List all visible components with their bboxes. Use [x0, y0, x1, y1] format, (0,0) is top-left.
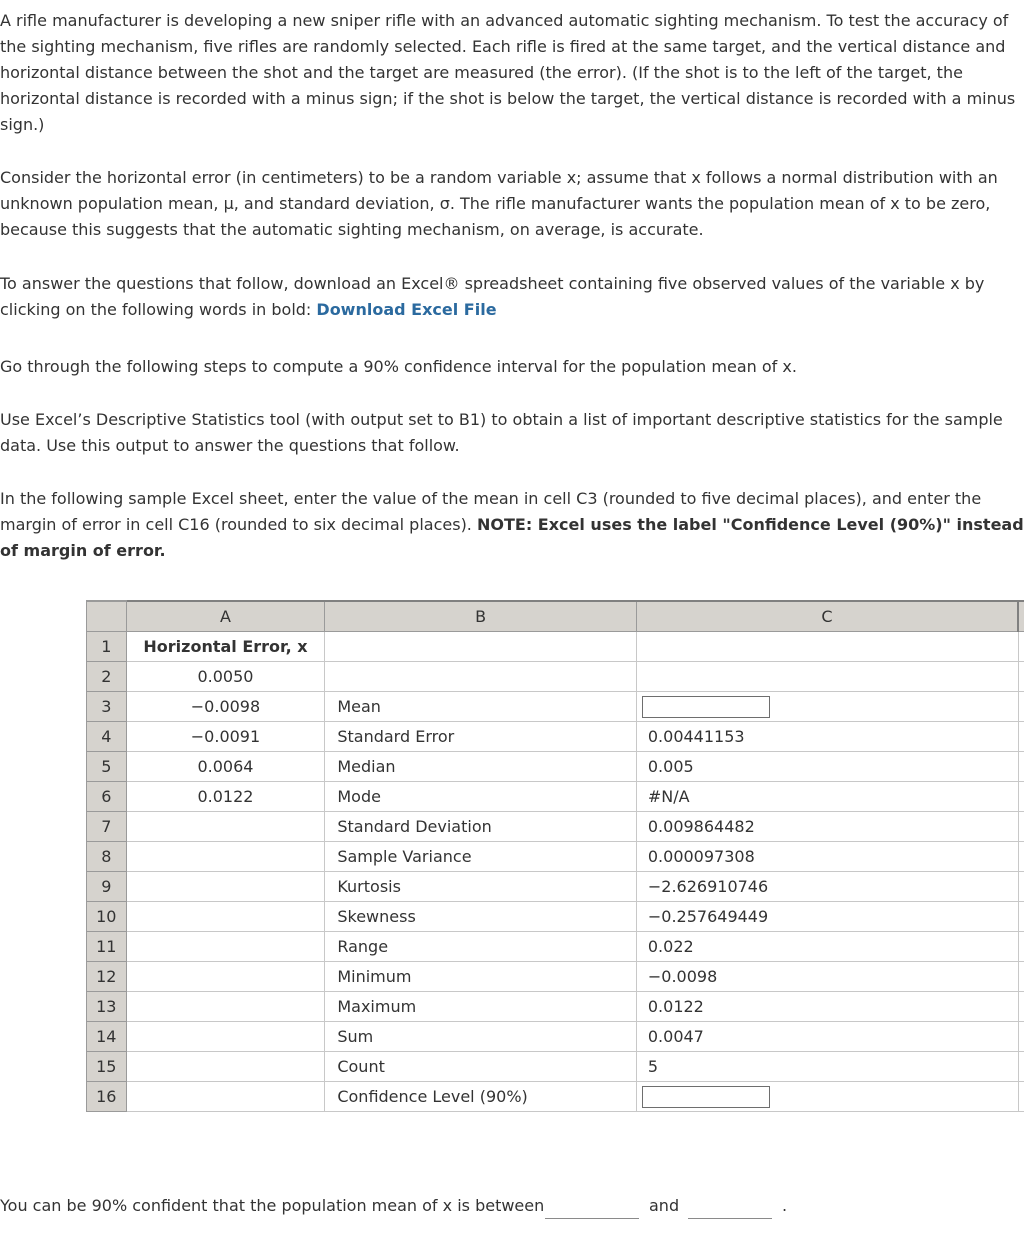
answer-and: and [649, 1196, 680, 1215]
stat-value-cell: 0.005 [636, 752, 1018, 782]
stat-label-cell: Standard Deviation [325, 812, 637, 842]
stat-label-cell: Mode [325, 782, 637, 812]
stat-label-cell: Median [325, 752, 637, 782]
intro-paragraph: A rifle manufacturer is developing a new sniper rifle with an advanced automatic sighting mechanism. To test the accuracy of the sighting mechanism, five rifles are randomly selected. Each rifle is fired at the same target, and the vertical distance and horizontal distance between the shot and the target are measured (the error). (If the shot is to the left of the target, the horizontal distance is recorded with a minus sign; if the shot is below the target, the vertical distance is recorded with a minus sign.) [0, 11, 1016, 134]
lower-bound-input[interactable] [545, 1218, 639, 1219]
mean-cell [636, 692, 1018, 722]
answer-text: You can be 90% confident that the population mean of x is between [0, 1196, 545, 1215]
stat-label-cell: Sum [325, 1022, 637, 1052]
data-value-cell [126, 1022, 325, 1052]
data-value-cell [126, 872, 325, 902]
sheet-row [87, 752, 1024, 782]
answer-line [0, 1194, 544, 1218]
data-value-cell [126, 962, 325, 992]
row-number: 2 [87, 662, 127, 692]
sheet-row [87, 662, 1024, 692]
row-number: 12 [87, 962, 127, 992]
sheet-edge [1018, 902, 1024, 932]
row-number: 1 [87, 632, 127, 662]
column-header-a: A [126, 601, 325, 632]
sheet-edge [1018, 842, 1024, 872]
row-number: 16 [87, 1082, 127, 1112]
data-value-cell: −0.0091 [126, 722, 325, 752]
sheet-edge [1018, 932, 1024, 962]
sheet-edge [1018, 812, 1024, 842]
sheet-row [87, 1082, 1024, 1112]
sheet-row [87, 962, 1024, 992]
column-header-c: C [636, 601, 1018, 632]
sheet-edge [1018, 692, 1024, 722]
variable-paragraph: Consider the horizontal error (in centimeters) to be a random variable x; assume that x follows a normal distribution with an unknown population mean, μ, and standard deviation, σ. The rifle manufacturer wants the population mean of x to be zero, because this suggests that the automatic sighting mechanism, on average, is accurate. [0, 168, 998, 239]
excel-sheet [86, 600, 1024, 1112]
data-value-cell: 0.0050 [126, 662, 325, 692]
data-value-cell [126, 1082, 325, 1112]
sheet-edge [1018, 662, 1024, 692]
stat-value-cell: 0.009864482 [636, 812, 1018, 842]
sheet-edge [1018, 962, 1024, 992]
sheet-edge [1018, 872, 1024, 902]
sheet-row [87, 902, 1024, 932]
confidence-level-cell [636, 1082, 1018, 1112]
data-value-cell [126, 932, 325, 962]
download-excel-link[interactable]: Download Excel File [316, 300, 497, 319]
row-number: 6 [87, 782, 127, 812]
data-value-cell [126, 1052, 325, 1082]
stat-label-cell [325, 662, 637, 692]
mean-input[interactable] [642, 696, 770, 718]
instruction-paragraph [0, 486, 1024, 564]
data-value-cell [126, 992, 325, 1022]
margin-of-error-input[interactable] [642, 1086, 770, 1108]
stat-label-cell: Kurtosis [325, 872, 637, 902]
row-number: 5 [87, 752, 127, 782]
sheet-edge [1018, 722, 1024, 752]
stat-label-cell: Count [325, 1052, 637, 1082]
data-value-cell [126, 902, 325, 932]
data-value-cell: −0.0098 [126, 692, 325, 722]
instruction-note: NOTE: Excel uses the label "Confidence Level (90%)" instead of margin of error. [0, 515, 1024, 560]
column-header-row [87, 601, 1024, 632]
stat-value-cell: −0.257649449 [636, 902, 1018, 932]
stat-label-cell [325, 632, 637, 662]
sheet-edge [1018, 782, 1024, 812]
row-number: 9 [87, 872, 127, 902]
stat-label-cell: Confidence Level (90%) [325, 1082, 637, 1112]
sheet-row [87, 932, 1024, 962]
stat-label-cell: Range [325, 932, 637, 962]
stat-value-cell: 0.0122 [636, 992, 1018, 1022]
answer-period: . [782, 1196, 788, 1215]
sheet-edge [1018, 992, 1024, 1022]
download-text: To answer the questions that follow, download an Excel® spreadsheet containing five observed values of the variable x by clicking on the following words in bold: [0, 274, 985, 319]
stat-value-cell: 0.000097308 [636, 842, 1018, 872]
row-number: 3 [87, 692, 127, 722]
data-value-cell [126, 812, 325, 842]
row-number: 13 [87, 992, 127, 1022]
sheet-row [87, 842, 1024, 872]
row-number: 14 [87, 1022, 127, 1052]
column-header-b: B [325, 601, 637, 632]
stat-value-cell: −2.626910746 [636, 872, 1018, 902]
sheet-edge [1018, 1052, 1024, 1082]
stat-value-cell [636, 632, 1018, 662]
upper-bound-input[interactable] [688, 1218, 772, 1219]
stat-value-cell: #N/A [636, 782, 1018, 812]
corner-cell [87, 601, 127, 632]
tool-paragraph: Use Excel’s Descriptive Statistics tool (with output set to B1) to obtain a list of important descriptive statistics for the sample data. Use this output to answer the questions that follow. [0, 410, 1003, 455]
sheet-edge [1018, 1082, 1024, 1112]
row-number: 10 [87, 902, 127, 932]
sheet-body [87, 632, 1024, 1112]
data-header-cell: Horizontal Error, x [126, 632, 325, 662]
stat-value-cell [636, 662, 1018, 692]
stat-value-cell: −0.0098 [636, 962, 1018, 992]
sheet-edge [1018, 632, 1024, 662]
data-value-cell: 0.0122 [126, 782, 325, 812]
sheet-row [87, 872, 1024, 902]
instruction-text: In the following sample Excel sheet, enter the value of the mean in cell C3 (rounded to five decimal places), and enter the margin of error in cell C16 (rounded to six decimal places). [0, 489, 982, 534]
sheet-row [87, 722, 1024, 752]
download-paragraph [0, 271, 1024, 323]
sheet-edge [1018, 1022, 1024, 1052]
row-number: 15 [87, 1052, 127, 1082]
stat-label-cell: Minimum [325, 962, 637, 992]
sheet-row [87, 812, 1024, 842]
stat-value-cell: 0.022 [636, 932, 1018, 962]
row-number: 4 [87, 722, 127, 752]
stat-value-cell: 0.0047 [636, 1022, 1018, 1052]
stat-label-cell: Standard Error [325, 722, 637, 752]
data-value-cell: 0.0064 [126, 752, 325, 782]
sheet-edge [1018, 752, 1024, 782]
steps-paragraph: Go through the following steps to compute a 90% confidence interval for the population mean of x. [0, 357, 797, 376]
stat-label-cell: Maximum [325, 992, 637, 1022]
sheet-row [87, 692, 1024, 722]
stat-label-cell: Mean [325, 692, 637, 722]
sheet-row [87, 992, 1024, 1022]
sheet-row [87, 632, 1024, 662]
sheet-row [87, 782, 1024, 812]
stat-value-cell: 5 [636, 1052, 1018, 1082]
row-number: 8 [87, 842, 127, 872]
sheet-row [87, 1022, 1024, 1052]
data-value-cell [126, 842, 325, 872]
sheet-row [87, 1052, 1024, 1082]
row-number: 11 [87, 932, 127, 962]
sheet-edge [1018, 601, 1024, 632]
stat-label-cell: Sample Variance [325, 842, 637, 872]
row-number: 7 [87, 812, 127, 842]
stat-value-cell: 0.00441153 [636, 722, 1018, 752]
stat-label-cell: Skewness [325, 902, 637, 932]
